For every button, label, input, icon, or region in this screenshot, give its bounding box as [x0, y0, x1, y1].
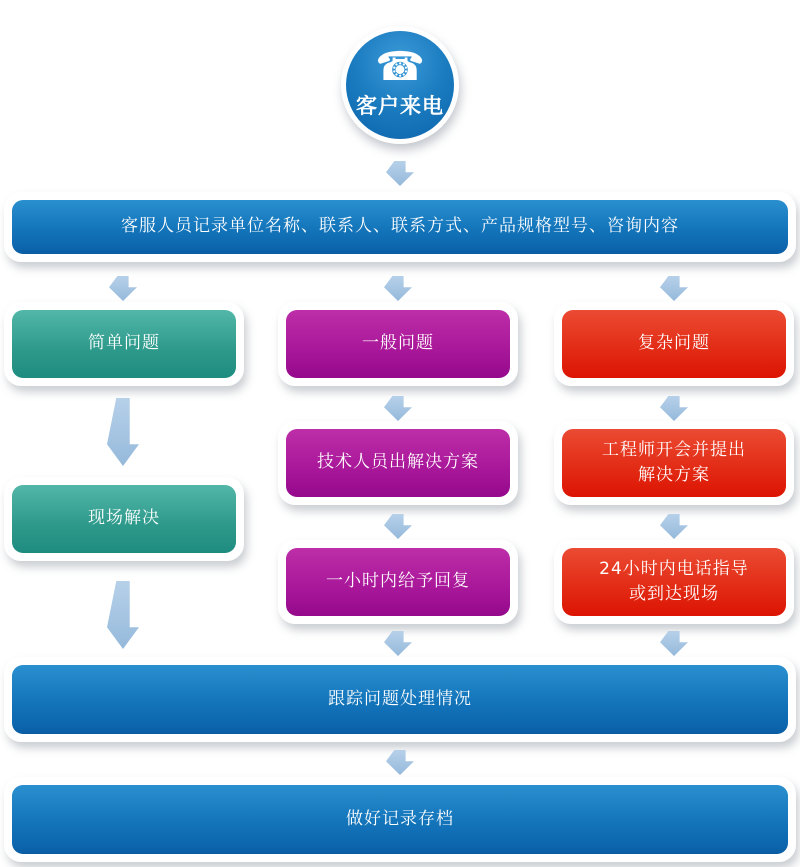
complex-solution-line1: 工程师开会并提出	[602, 439, 746, 460]
general-problem-label: 一般问题	[286, 310, 510, 378]
complex-response-line2: 或到达现场	[629, 584, 719, 604]
archive-banner-label: 做好记录存档	[12, 785, 788, 854]
general-problem-box	[278, 302, 518, 386]
general-reply-box	[278, 540, 518, 624]
arrow-down-icon	[660, 276, 688, 301]
arrow-down-icon	[384, 631, 412, 656]
arrow-down-icon	[386, 750, 414, 775]
arrow-down-icon	[107, 398, 139, 466]
general-solution-box	[278, 421, 518, 505]
archive-banner	[4, 777, 796, 862]
phone-icon: ☎	[375, 43, 425, 90]
start-node	[341, 26, 459, 144]
simple-problem-label: 简单问题	[12, 310, 236, 378]
arrow-down-icon	[660, 514, 688, 539]
complex-solution-line2: 解决方案	[638, 465, 710, 485]
arrow-down-icon	[384, 276, 412, 301]
complex-response-line1: 24小时内电话指导	[599, 558, 749, 579]
complex-problem-box	[554, 302, 794, 386]
simple-problem-box	[4, 302, 244, 386]
complex-solution-box	[554, 421, 794, 505]
complex-solution-label	[562, 429, 786, 497]
arrow-down-icon	[384, 396, 412, 421]
record-banner	[4, 192, 796, 262]
arrow-down-icon	[660, 396, 688, 421]
arrow-down-icon	[660, 631, 688, 656]
onsite-solution-label: 现场解决	[12, 485, 236, 553]
track-banner	[4, 657, 796, 742]
onsite-solution-box	[4, 477, 244, 561]
start-node-circle	[346, 31, 454, 139]
general-solution-label: 技术人员出解决方案	[286, 429, 510, 497]
arrow-down-icon	[386, 161, 414, 186]
arrow-down-icon	[109, 276, 137, 301]
complex-response-box	[554, 540, 794, 624]
general-reply-label: 一小时内给予回复	[286, 548, 510, 616]
track-banner-label: 跟踪问题处理情况	[12, 665, 788, 734]
complex-problem-label: 复杂问题	[562, 310, 786, 378]
arrow-down-icon	[107, 581, 139, 649]
arrow-down-icon	[384, 514, 412, 539]
complex-response-label	[562, 548, 786, 616]
record-banner-label: 客服人员记录单位名称、联系人、联系方式、产品规格型号、咨询内容	[12, 200, 788, 254]
start-label: 客户来电	[356, 93, 444, 118]
